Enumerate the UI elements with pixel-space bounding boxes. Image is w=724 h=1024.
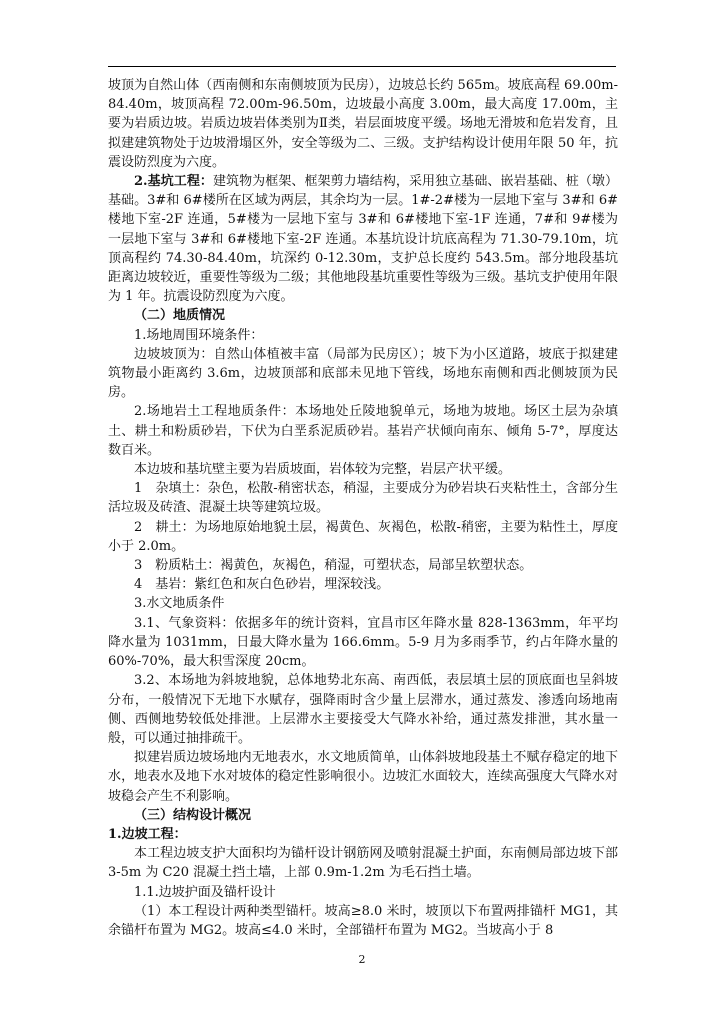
paragraph-site-environment-title: 1.场地周围环境条件：	[134, 327, 264, 343]
paragraph-site-environment: 边坡坡顶为：自然山体植被丰富（局部为民房区）；坡下为小区道路，坡底于拟建建筑物最小距离约 3.6m，边坡顶部和底部未见地下管线，场地东南侧和西北侧坡顶为民房。	[108, 346, 618, 401]
paragraph-groundwater: 3.2、本场地为斜坡地貌，总体地势北东高、南西低，表层填土层的顶底面也呈斜坡分布，一般情况下无地下水赋存，强降雨时含少量上层滞水，通过蒸发、渗透向场地南侧、西侧地势较低处排泄。上层滞水主要接受大气降水补给，通过蒸发排泄，其水量一般，可以通过抽排疏干。	[108, 673, 618, 746]
page-number: 2	[358, 953, 366, 966]
paragraph-layer-plough-soil: 2 耕土：为场地原始地貌土层，褐黄色、灰褐色，松散-稍密，主要为粘性土，厚度小于 2.0m。	[108, 519, 618, 554]
header-rule	[108, 66, 616, 67]
body-text	[108, 76, 618, 940]
section-heading-slope-engineering: 1.边坡工程：	[108, 826, 187, 842]
paragraph-layer-silty-clay: 3 粉质粘土：褐黄色，灰褐色，稍湿，可塑状态，局部呈软塑状态。	[134, 558, 533, 574]
paragraph-rock-slope: 本边坡和基坑壁主要为岩质坡面，岩体较为完整，岩层产状平缓。	[134, 462, 512, 478]
foundation-pit-text: 建筑物为框架、框架剪力墙结构，采用独立基础、嵌岩基础、桩（墩）基础。3#和 6#楼所在区域为两层，其余均为一层。1#-2#楼为一层地下室与 3#和 6#楼地下室-2F 连通，5#楼为一层地下室与 3#和 6#楼地下室-1F 连通，7#和 9#楼为一层地下室与 3#和 6#楼地下室-2F 连通。本基坑设计坑底高程为 71.30-79.10m，坑顶高程约 74.30-84.40m，坑深约 0-12.30m，支护总长度约 543.5m。部分地段基坑距离边坡较近，重要性等级为二级；其他地段基坑重要性等级为三级。基坑支护使用年限为 1 年。抗震设防烈度为六度。	[108, 174, 618, 305]
paragraph-geotechnical-conditions: 2.场地岩土工程地质条件：本场地处丘陵地貌单元，场地为坡地。场区土层为杂填土、耕土和粉质砂岩，下伏为白垩系泥质砂岩。基岩产状倾向南东、倾角 5-7°，厚度达数百米。	[108, 404, 618, 458]
paragraph-layer-fill: 1 杂填土：杂色，松散-稍密状态，稍湿，主要成分为砂岩块石夹粘性土，含部分生活垃圾及砖渣、混凝土块等建筑垃圾。	[108, 481, 618, 516]
paragraph-meteorology: 3.1、气象资料：依据多年的统计资料，宜昌市区年降水量 828-1363mm，年平均降水量为 1031mm，日最大降水量为 166.6mm。5-9 月为多雨季节，约占年降水量的 60%-70%，最大积雪深度 20cm。	[108, 615, 618, 670]
paragraph-hydrogeology-title: 3.水文地质条件	[134, 596, 225, 612]
section-heading-geology: （二）地质情况	[134, 308, 226, 324]
paragraph-slope-support: 本工程边坡支护大面积均为锚杆设计钢筋网及喷射混凝土护面，东南侧局部边坡下部 3-5m 为 C20 混凝土挡土墙，上部 0.9m-1.2m 为毛石挡土墙。	[108, 846, 618, 881]
paragraph-slope-overview: 坡顶为自然山体（西南侧和东南侧坡顶为民房），边坡总长约 565m。坡底高程 69.00m-84.40m，坡顶高程 72.00m-96.50m，边坡最小高度 3.00m，最大高度 17.00m，主要为岩质边坡。岩质边坡岩体类别为Ⅱ类，岩层面坡度平缓。场地无滑坡和危岩发育，且拟建建筑物处于边坡滑塌区外，安全等级为二、三级。支护结构设计使用年限 50 年，抗震设防烈度为六度。	[108, 78, 618, 170]
paragraph-anchor-design-title: 1.1.边坡护面及锚杆设计	[134, 884, 276, 900]
paragraph-layer-bedrock: 4 基岩：紫红色和灰白色砂岩，埋深较浅。	[134, 577, 390, 593]
foundation-pit-heading: 2.基坑工程：	[134, 174, 213, 190]
paragraph-slope-stability: 拟建岩质边坡场地内无地表水，水文地质简单，山体斜坡地段基土不赋存稳定的地下水，地表水及地下水对坡体的稳定性影响很小。边坡汇水面较大，连续高强度大气降水对坡稳会产生不利影响。	[108, 750, 618, 804]
paragraph-foundation-pit	[108, 172, 618, 306]
section-heading-structure: （三）结构设计概况	[134, 807, 252, 823]
paragraph-anchor-design: （1）本工程设计两种类型锚杆。坡高≥8.0 米时，坡顶以下布置两排锚杆 MG1，其余锚杆布置为 MG2。坡高≤4.0 米时，全部锚杆布置为 MG2。当坡高小于 8	[108, 903, 618, 938]
